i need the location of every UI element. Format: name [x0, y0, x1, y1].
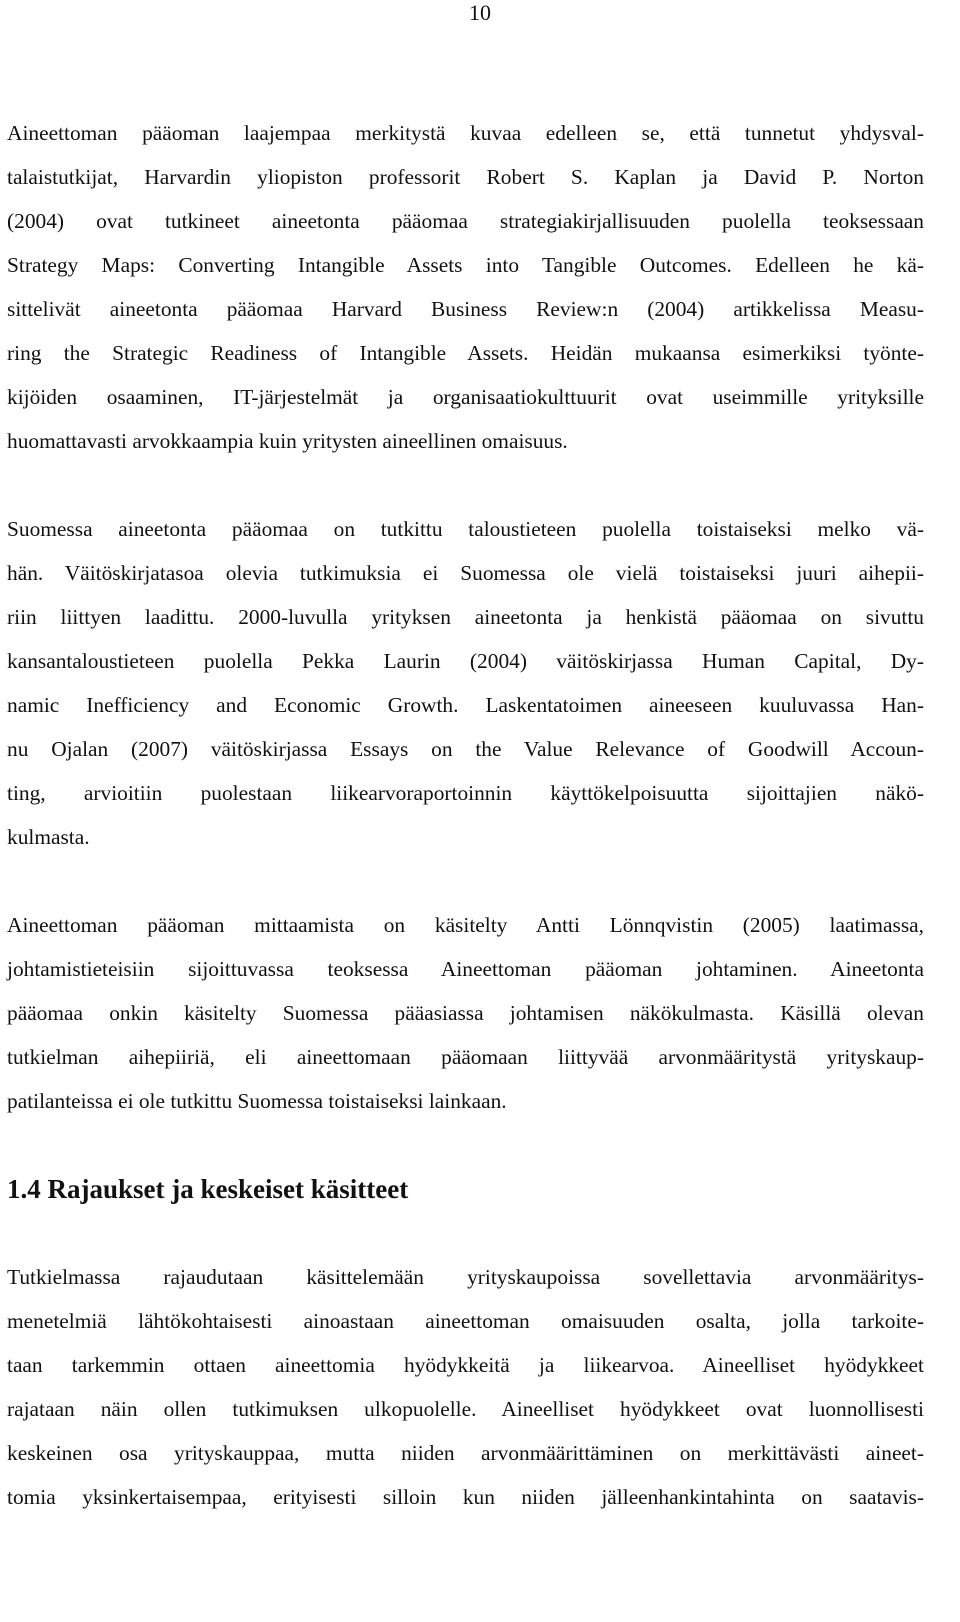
paragraph-1 — [7, 111, 924, 463]
text-line: tutkielman aihepiiriä, eli aineettomaan pääomaan liittyvää arvonmääritystä yrityskaup- — [7, 1045, 924, 1069]
page-number: 10 — [469, 0, 491, 25]
text-line: Suomessa aineetonta pääomaa on tutkittu taloustieteen puolella toistaiseksi melko vä- — [7, 517, 924, 541]
text-line: (2004) ovat tutkineet aineetonta pääomaa strategiakirjallisuuden puolella teoksessaan — [7, 209, 924, 233]
paragraph-3 — [7, 903, 924, 1123]
text-line: rajataan näin ollen tutkimuksen ulkopuolelle. Aineelliset hyödykkeet ovat luonnollisesti — [7, 1397, 924, 1421]
text-line: taan tarkemmin ottaen aineettomia hyödykkeitä ja liikearvoa. Aineelliset hyödykkeet — [7, 1353, 924, 1377]
text-line: kulmasta. — [7, 825, 90, 849]
text-line: tomia yksinkertaisempaa, erityisesti silloin kun niiden jälleenhankintahinta on saatavis- — [7, 1485, 924, 1509]
text-line: ring the Strategic Readiness of Intangible Assets. Heidän mukaansa esimerkiksi työnte- — [7, 341, 924, 365]
text-line: namic Inefficiency and Economic Growth. Laskentatoimen aineeseen kuuluvassa Han- — [7, 693, 924, 717]
heading-spacer — [7, 1211, 924, 1255]
section-spacer — [7, 1123, 924, 1167]
text-line: keskeinen osa yrityskauppaa, mutta niiden arvonmäärittäminen on merkittävästi aineet- — [7, 1441, 924, 1465]
text-line: hän. Väitöskirjatasoa olevia tutkimuksia ei Suomessa ole vielä toistaiseksi juuri aihepii- — [7, 561, 924, 585]
paragraph-spacer — [7, 463, 924, 507]
text-line: nu Ojalan (2007) väitöskirjassa Essays on the Value Relevance of Goodwill Accoun- — [7, 737, 924, 761]
paragraph-2 — [7, 507, 924, 859]
text-line: riin liittyen laadittu. 2000-luvulla yrityksen aineetonta ja henkistä pääomaa on sivuttu — [7, 605, 924, 629]
text-line: pääomaa onkin käsitelty Suomessa pääasiassa johtamisen näkökulmasta. Käsillä olevan — [7, 1001, 924, 1025]
text-line: kansantaloustieteen puolella Pekka Laurin (2004) väitöskirjassa Human Capital, Dy- — [7, 649, 924, 673]
paragraph-spacer — [7, 859, 924, 903]
text-line: ting, arvioitiin puolestaan liikearvoraportoinnin käyttökelpoisuutta sijoittajien näkö- — [7, 781, 924, 805]
text-line: patilanteissa ei ole tutkittu Suomessa toistaiseksi lainkaan. — [7, 1089, 507, 1113]
document-body — [7, 111, 924, 1519]
paragraph-4 — [7, 1255, 924, 1519]
text-line: Strategy Maps: Converting Intangible Assets into Tangible Outcomes. Edelleen he kä- — [7, 253, 924, 277]
text-line: Aineettoman pääoman laajempaa merkitystä kuvaa edelleen se, että tunnetut yhdysval- — [7, 121, 924, 145]
section-heading: 1.4 Rajaukset ja keskeiset käsitteet — [7, 1174, 409, 1204]
text-line: talaistutkijat, Harvardin yliopiston professorit Robert S. Kaplan ja David P. Norton — [7, 165, 924, 189]
text-line: sittelivät aineetonta pääomaa Harvard Business Review:n (2004) artikkelissa Measu- — [7, 297, 924, 321]
text-line: Aineettoman pääoman mittaamista on käsitelty Antti Lönnqvistin (2005) laatimassa, — [7, 913, 924, 937]
text-line: kijöiden osaaminen, IT-järjestelmät ja organisaatiokulttuurit ovat useimmille yrityksille — [7, 385, 924, 409]
text-line: johtamistieteisiin sijoittuvassa teoksessa Aineettoman pääoman johtaminen. Aineetonta — [7, 957, 924, 981]
text-line: huomattavasti arvokkaampia kuin yritysten aineellinen omaisuus. — [7, 429, 568, 453]
text-line: Tutkielmassa rajaudutaan käsittelemään yrityskaupoissa sovellettavia arvonmääritys- — [7, 1265, 924, 1289]
text-line: menetelmiä lähtökohtaisesti ainoastaan aineettoman omaisuuden osalta, jolla tarkoite- — [7, 1309, 924, 1333]
